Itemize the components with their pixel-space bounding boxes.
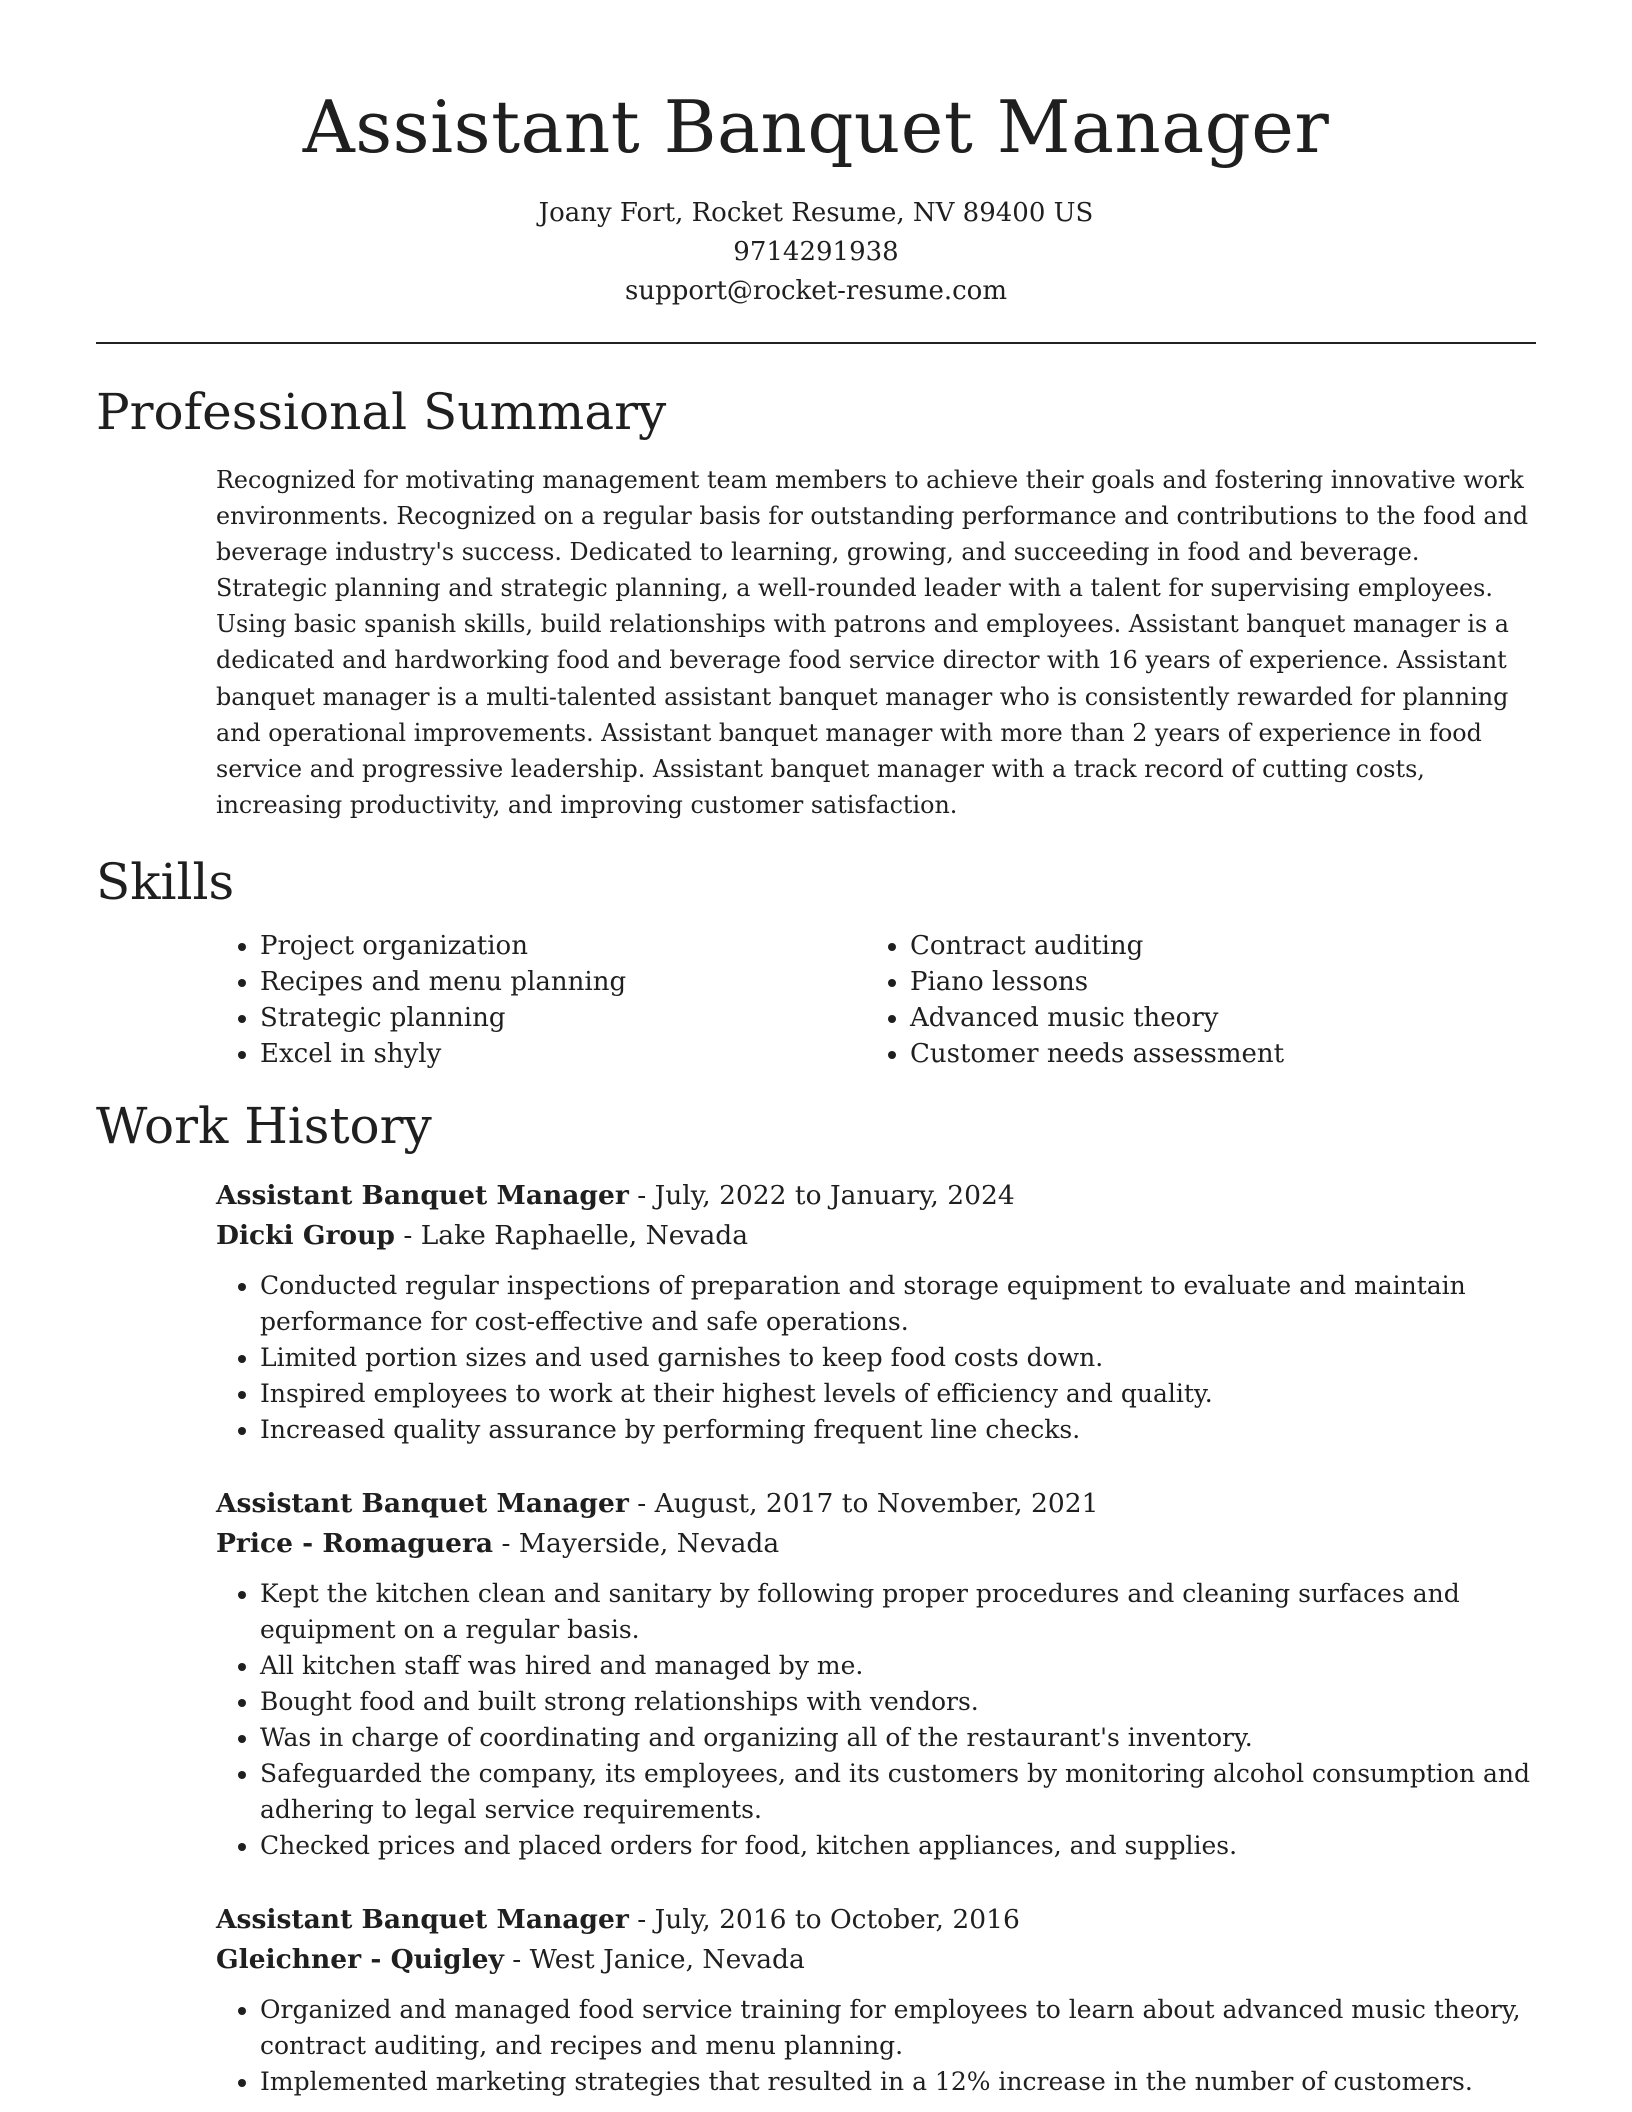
work-history-heading: Work History [96, 1097, 432, 1155]
job-company: Price - Romaguera [216, 1528, 494, 1559]
skill-item: • Piano lessons [910, 964, 1516, 1000]
job-location: - Mayerside, Nevada [493, 1528, 780, 1559]
contact-email: support@rocket-resume.com [624, 276, 1007, 306]
job-location: - West Janice, Nevada [503, 1944, 805, 1975]
skills-heading: Skills [96, 853, 235, 911]
skills-column-left [216, 928, 866, 1072]
job-bullet: • Kept the kitchen clean and sanitary by following proper procedures and cleaning surfaces and equipment on a regular basis. [260, 1576, 1538, 1648]
job-entry [216, 1176, 1538, 1448]
skill-item: • Strategic planning [260, 1000, 866, 1036]
contact-phone: 9714291938 [733, 237, 899, 267]
resume-name: Assistant Banquet Manager [302, 85, 1330, 169]
skill-item: • Recipes and menu planning [260, 964, 866, 1000]
job-bullets [216, 1576, 1538, 1864]
job-company-line [216, 1940, 1538, 1980]
job-bullet: • Bought food and built strong relationships with vendors. [260, 1684, 1538, 1720]
job-title-line [216, 1900, 1538, 1940]
job-dates: - August, 2017 to November, 2021 [628, 1488, 1099, 1519]
job-dates: - July, 2016 to October, 2016 [628, 1904, 1020, 1935]
job-company: Dicki Group [216, 1220, 395, 1251]
skill-item: • Project organization [260, 928, 866, 964]
skills-column-right [866, 928, 1516, 1072]
resume-header [0, 0, 1632, 311]
job-bullet: • Was in charge of coordinating and organizing all of the restaurant's inventory. [260, 1720, 1538, 1756]
job-role: Assistant Banquet Manager [216, 1488, 629, 1519]
job-dates: - July, 2022 to January, 2024 [628, 1180, 1015, 1211]
job-bullet: • Increased quality assurance by performing frequent line checks. [260, 1412, 1538, 1448]
job-title-line [216, 1484, 1538, 1524]
skills-list [216, 928, 1536, 1072]
job-bullet: • Safeguarded the company, its employees, and its customers by monitoring alcohol consumption and adhering to legal service requirements. [260, 1756, 1538, 1828]
job-role: Assistant Banquet Manager [216, 1904, 629, 1935]
summary-text: Recognized for motivating management team members to achieve their goals and fostering innovative work environments. Recognized on a regular basis for outstanding performance and contributions to the food and beverage industry's success. Dedicated to learning, growing, and succeeding in food and beverage. Strategic planning and strategic planning, a well-rounded leader with a talent for supervising employees. Using basic spanish skills, build relationships with patrons and employees. Assistant banquet manager is a dedicated and hardworking food and beverage food service director with 16 years of experience. Assistant banquet manager is a multi-talented assistant banquet manager who is consistently rewarded for planning and operational improvements. Assistant banquet manager with more than 2 years of experience in food service and progressive leadership. Assistant banquet manager with a track record of cutting costs, increasing productivity, and improving customer satisfaction. [216, 466, 1529, 819]
job-role: Assistant Banquet Manager [216, 1180, 629, 1211]
job-bullet: • Limited portion sizes and used garnishes to keep food costs down. [260, 1340, 1538, 1376]
job-bullet: • Conducted regular inspections of preparation and storage equipment to evaluate and maintain performance for cost-effective and safe operations. [260, 1268, 1538, 1340]
job-title-line [216, 1176, 1538, 1216]
job-company-line [216, 1216, 1538, 1256]
skill-item: • Contract auditing [910, 928, 1516, 964]
job-company: Gleichner - Quigley [216, 1944, 504, 1975]
job-bullets [216, 1268, 1538, 1448]
job-entry [216, 1484, 1538, 1864]
skill-item: • Advanced music theory [910, 1000, 1516, 1036]
job-company-line [216, 1524, 1538, 1564]
job-bullet: • Inspired employees to work at their highest levels of efficiency and quality. [260, 1376, 1538, 1412]
skill-item: • Excel in shyly [260, 1036, 866, 1072]
skill-item: • Customer needs assessment [910, 1036, 1516, 1072]
job-entry [216, 1900, 1538, 2100]
header-divider [96, 342, 1536, 344]
summary-heading: Professional Summary [96, 383, 667, 441]
job-bullet: • All kitchen staff was hired and managed by me. [260, 1648, 1538, 1684]
job-bullet: • Checked prices and placed orders for food, kitchen appliances, and supplies. [260, 1828, 1538, 1864]
job-bullet: • Implemented marketing strategies that resulted in a 12% increase in the number of customers. [260, 2064, 1538, 2100]
job-bullet: • Organized and managed food service training for employees to learn about advanced music theory, contract auditing, and recipes and menu planning. [260, 1992, 1538, 2064]
contact-address: Joany Fort, Rocket Resume, NV 89400 US [538, 198, 1094, 228]
contact-block [0, 194, 1632, 311]
job-location: - Lake Raphaelle, Nevada [394, 1220, 749, 1251]
job-bullets [216, 1992, 1538, 2100]
